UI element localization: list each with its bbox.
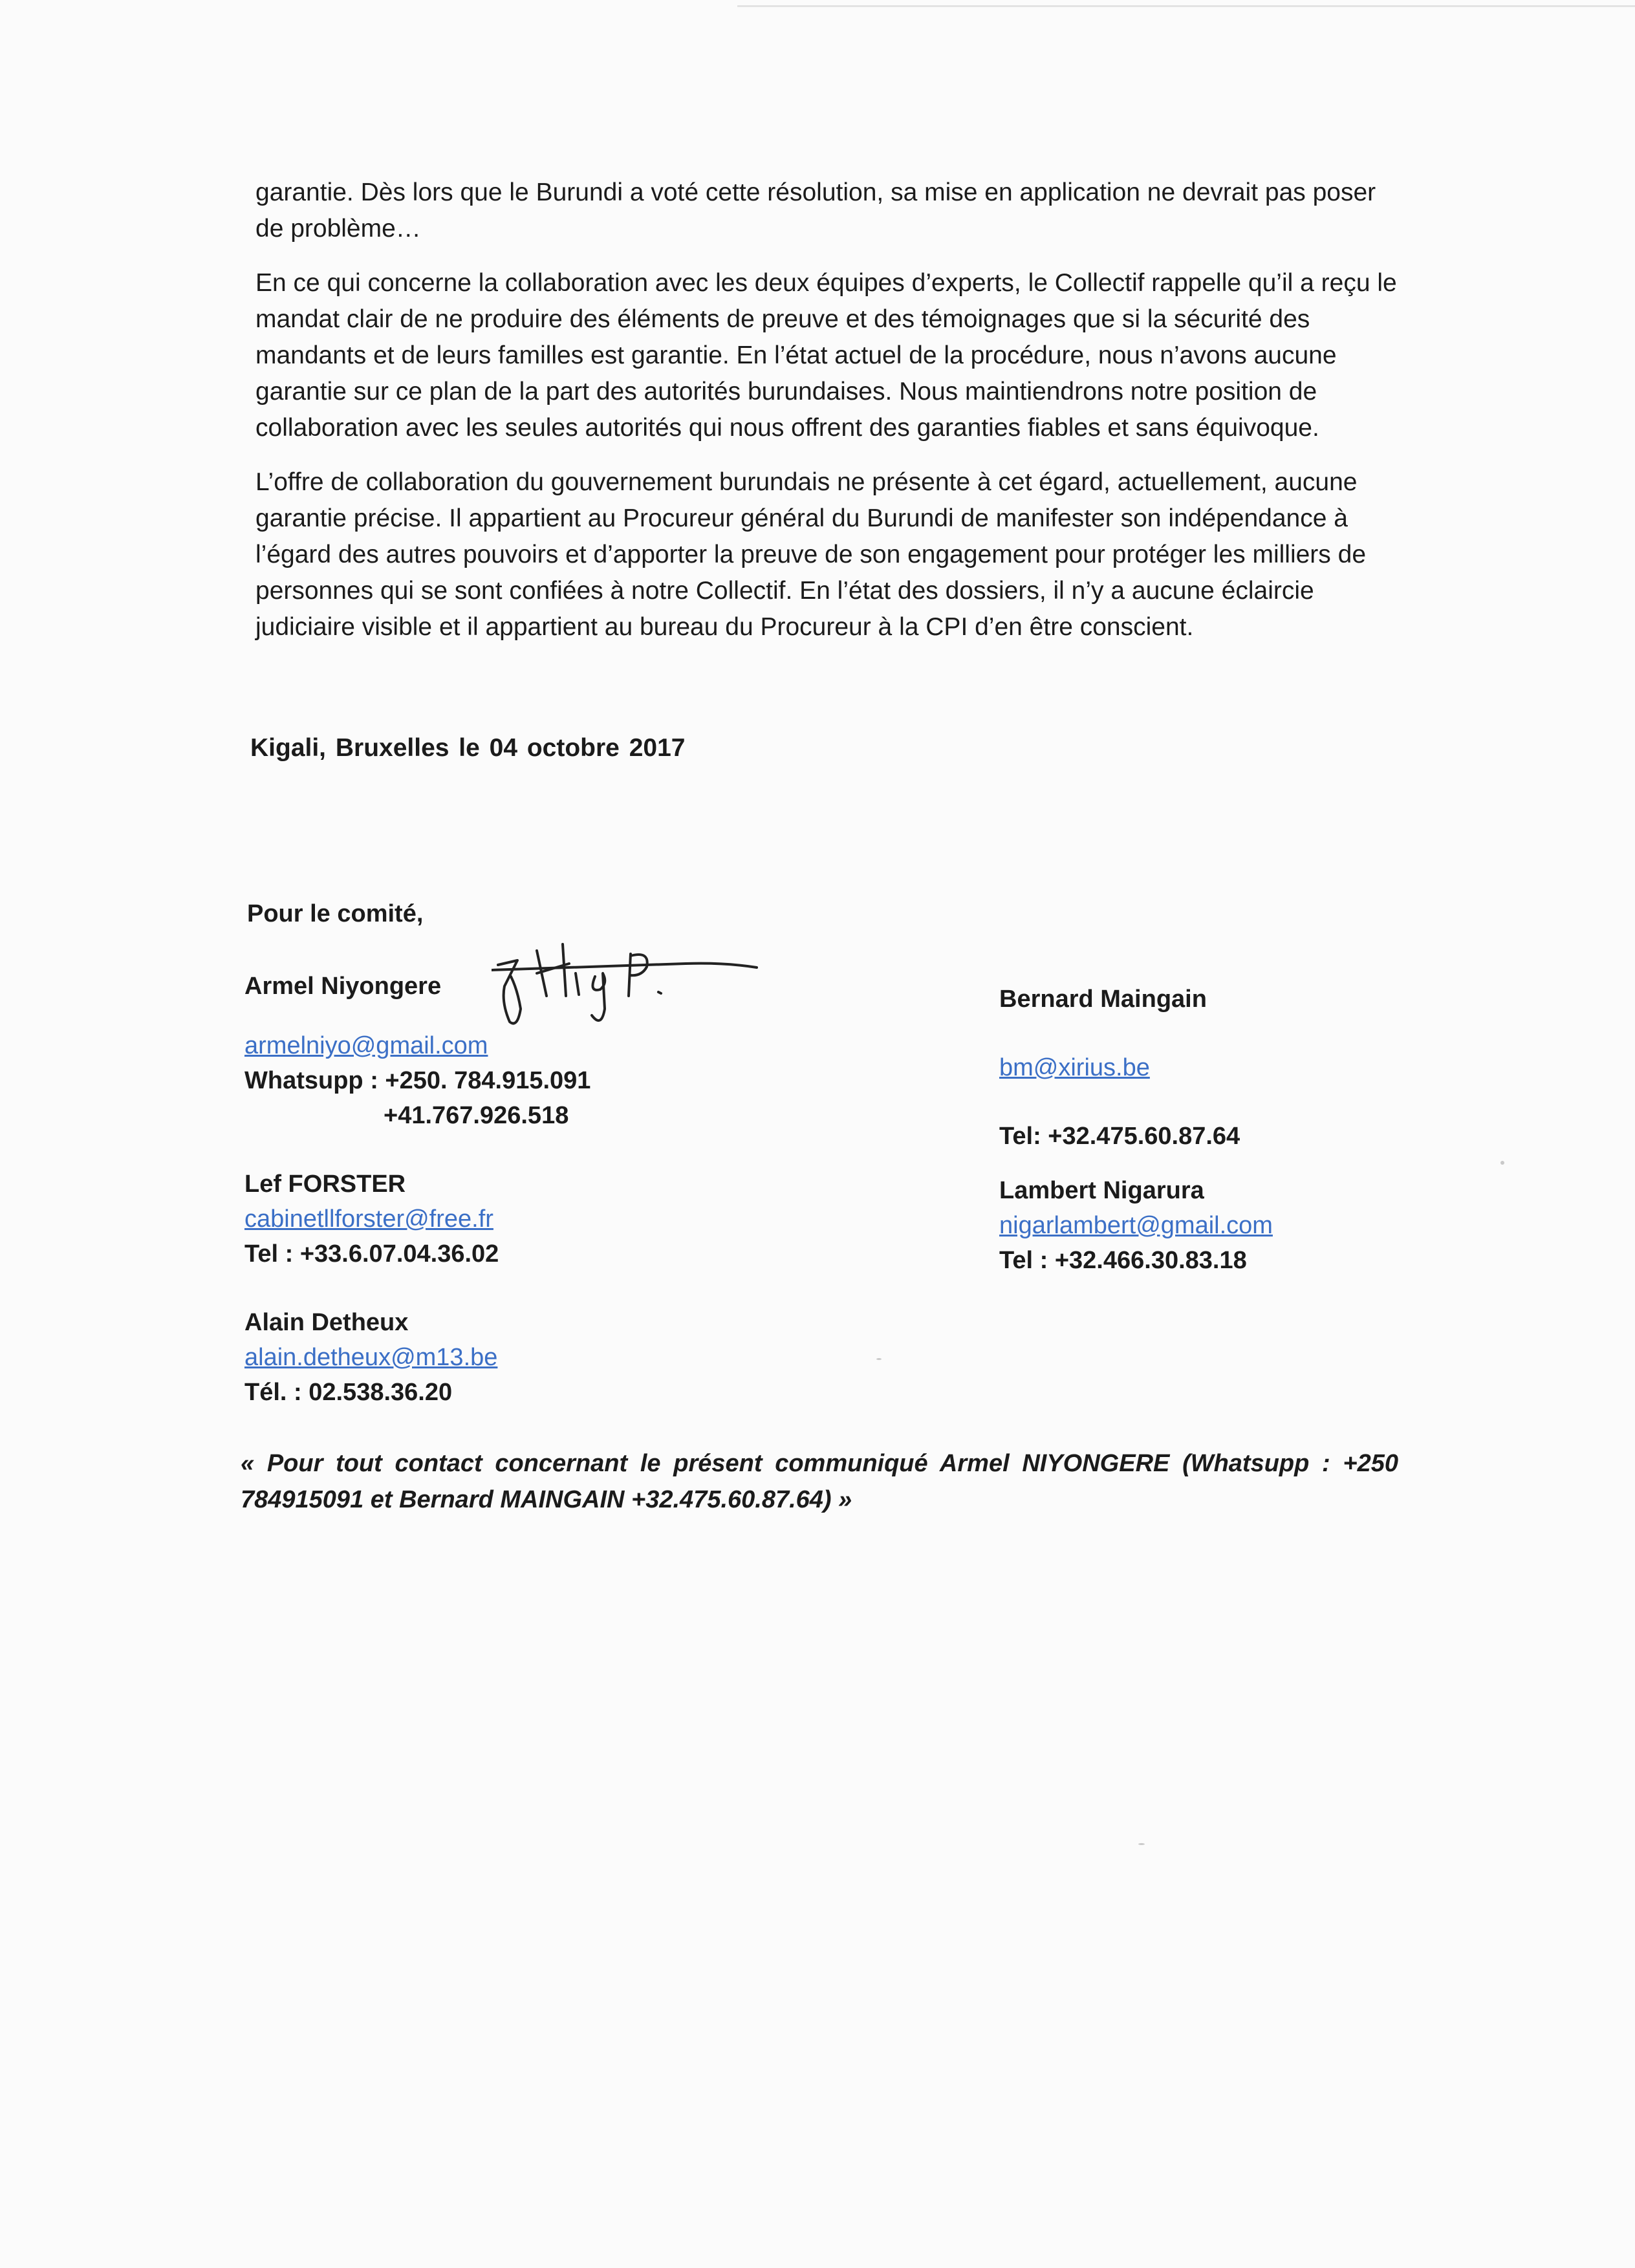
signatory-name: Lambert Nigarura bbox=[999, 1177, 1204, 1204]
signatory-phone: Tel : +32.466.30.83.18 bbox=[999, 1247, 1247, 1274]
place-date-line: Kigali, Bruxelles le 04 octobre 2017 bbox=[250, 734, 686, 762]
signatory-phone: Tel: +32.475.60.87.64 bbox=[999, 1123, 1240, 1150]
scan-edge bbox=[737, 5, 1635, 7]
signatory-email-link[interactable]: bm@xirius.be bbox=[999, 1054, 1150, 1081]
contact-note: « Pour tout contact concernant le présent communiqué Armel NIYONGERE (Whatsupp : +250 784915091 et Bernard MAINGAIN +32.475.60.87.64) » bbox=[241, 1450, 1398, 1513]
signatory-phone-secondary: +41.767.926.518 bbox=[384, 1102, 569, 1129]
committee-heading: Pour le comité, bbox=[247, 900, 424, 927]
document-body bbox=[255, 175, 1397, 664]
paragraph-2: En ce qui concerne la collaboration avec les deux équipes d’experts, le Collectif rappelle qu’il a reçu le mandat clair de ne produire des éléments de preuve et des témoignages que si la sécurité des mandants et de leurs familles est garantie. En l’état actuel de la procédure, nous n’avons aucune garantie sur ce plan de la part des autorités burundaises. Nous maintiendrons notre position de collaboration avec les seules autorités qui nous offrent des garanties fiables et sans équivoque. bbox=[255, 269, 1397, 442]
scan-speck bbox=[876, 1358, 882, 1360]
signatory-name: Lef FORSTER bbox=[244, 1171, 406, 1198]
signatory-phone: Tel : +33.6.07.04.36.02 bbox=[244, 1240, 499, 1268]
signatory-email-link[interactable]: armelniyo@gmail.com bbox=[244, 1032, 488, 1059]
signatory-email-link[interactable]: nigarlambert@gmail.com bbox=[999, 1212, 1273, 1239]
right-signatories bbox=[999, 982, 1273, 1278]
paragraph-3: L’offre de collaboration du gouvernement burundais ne présente à cet égard, actuellement, aucune garantie précise. Il appartient au Procureur général du Burundi de manifester son indépendance à l’égard des autres pouvoirs et d’apporter la preuve de son engagement pour protéger les milliers de personnes qui se sont confiées à notre Collectif. En l’état des dossiers, il n’y a aucune éclaircie judiciaire visible et il appartient au bureau du Procureur à la CPI d’en être conscient. bbox=[255, 468, 1367, 641]
signatory-phone: Whatsupp : +250. 784.915.091 bbox=[244, 1067, 591, 1094]
left-signatories bbox=[244, 969, 590, 1410]
signatory-name: Bernard Maingain bbox=[999, 986, 1207, 1013]
signatory-name: Armel Niyongere bbox=[244, 973, 442, 1000]
scan-speck bbox=[1500, 1161, 1504, 1165]
paragraph-1: garantie. Dès lors que le Burundi a voté cette résolution, sa mise en application ne devrait pas poser de problème… bbox=[255, 178, 1376, 243]
signatory-phone: Tél. : 02.538.36.20 bbox=[244, 1379, 453, 1406]
signatory-email-link[interactable]: cabinetllforster@free.fr bbox=[244, 1205, 493, 1233]
signatory-name: Alain Detheux bbox=[244, 1309, 409, 1336]
scan-speck bbox=[1138, 1843, 1145, 1845]
signatory-email-link[interactable]: alain.detheux@m13.be bbox=[244, 1344, 498, 1371]
